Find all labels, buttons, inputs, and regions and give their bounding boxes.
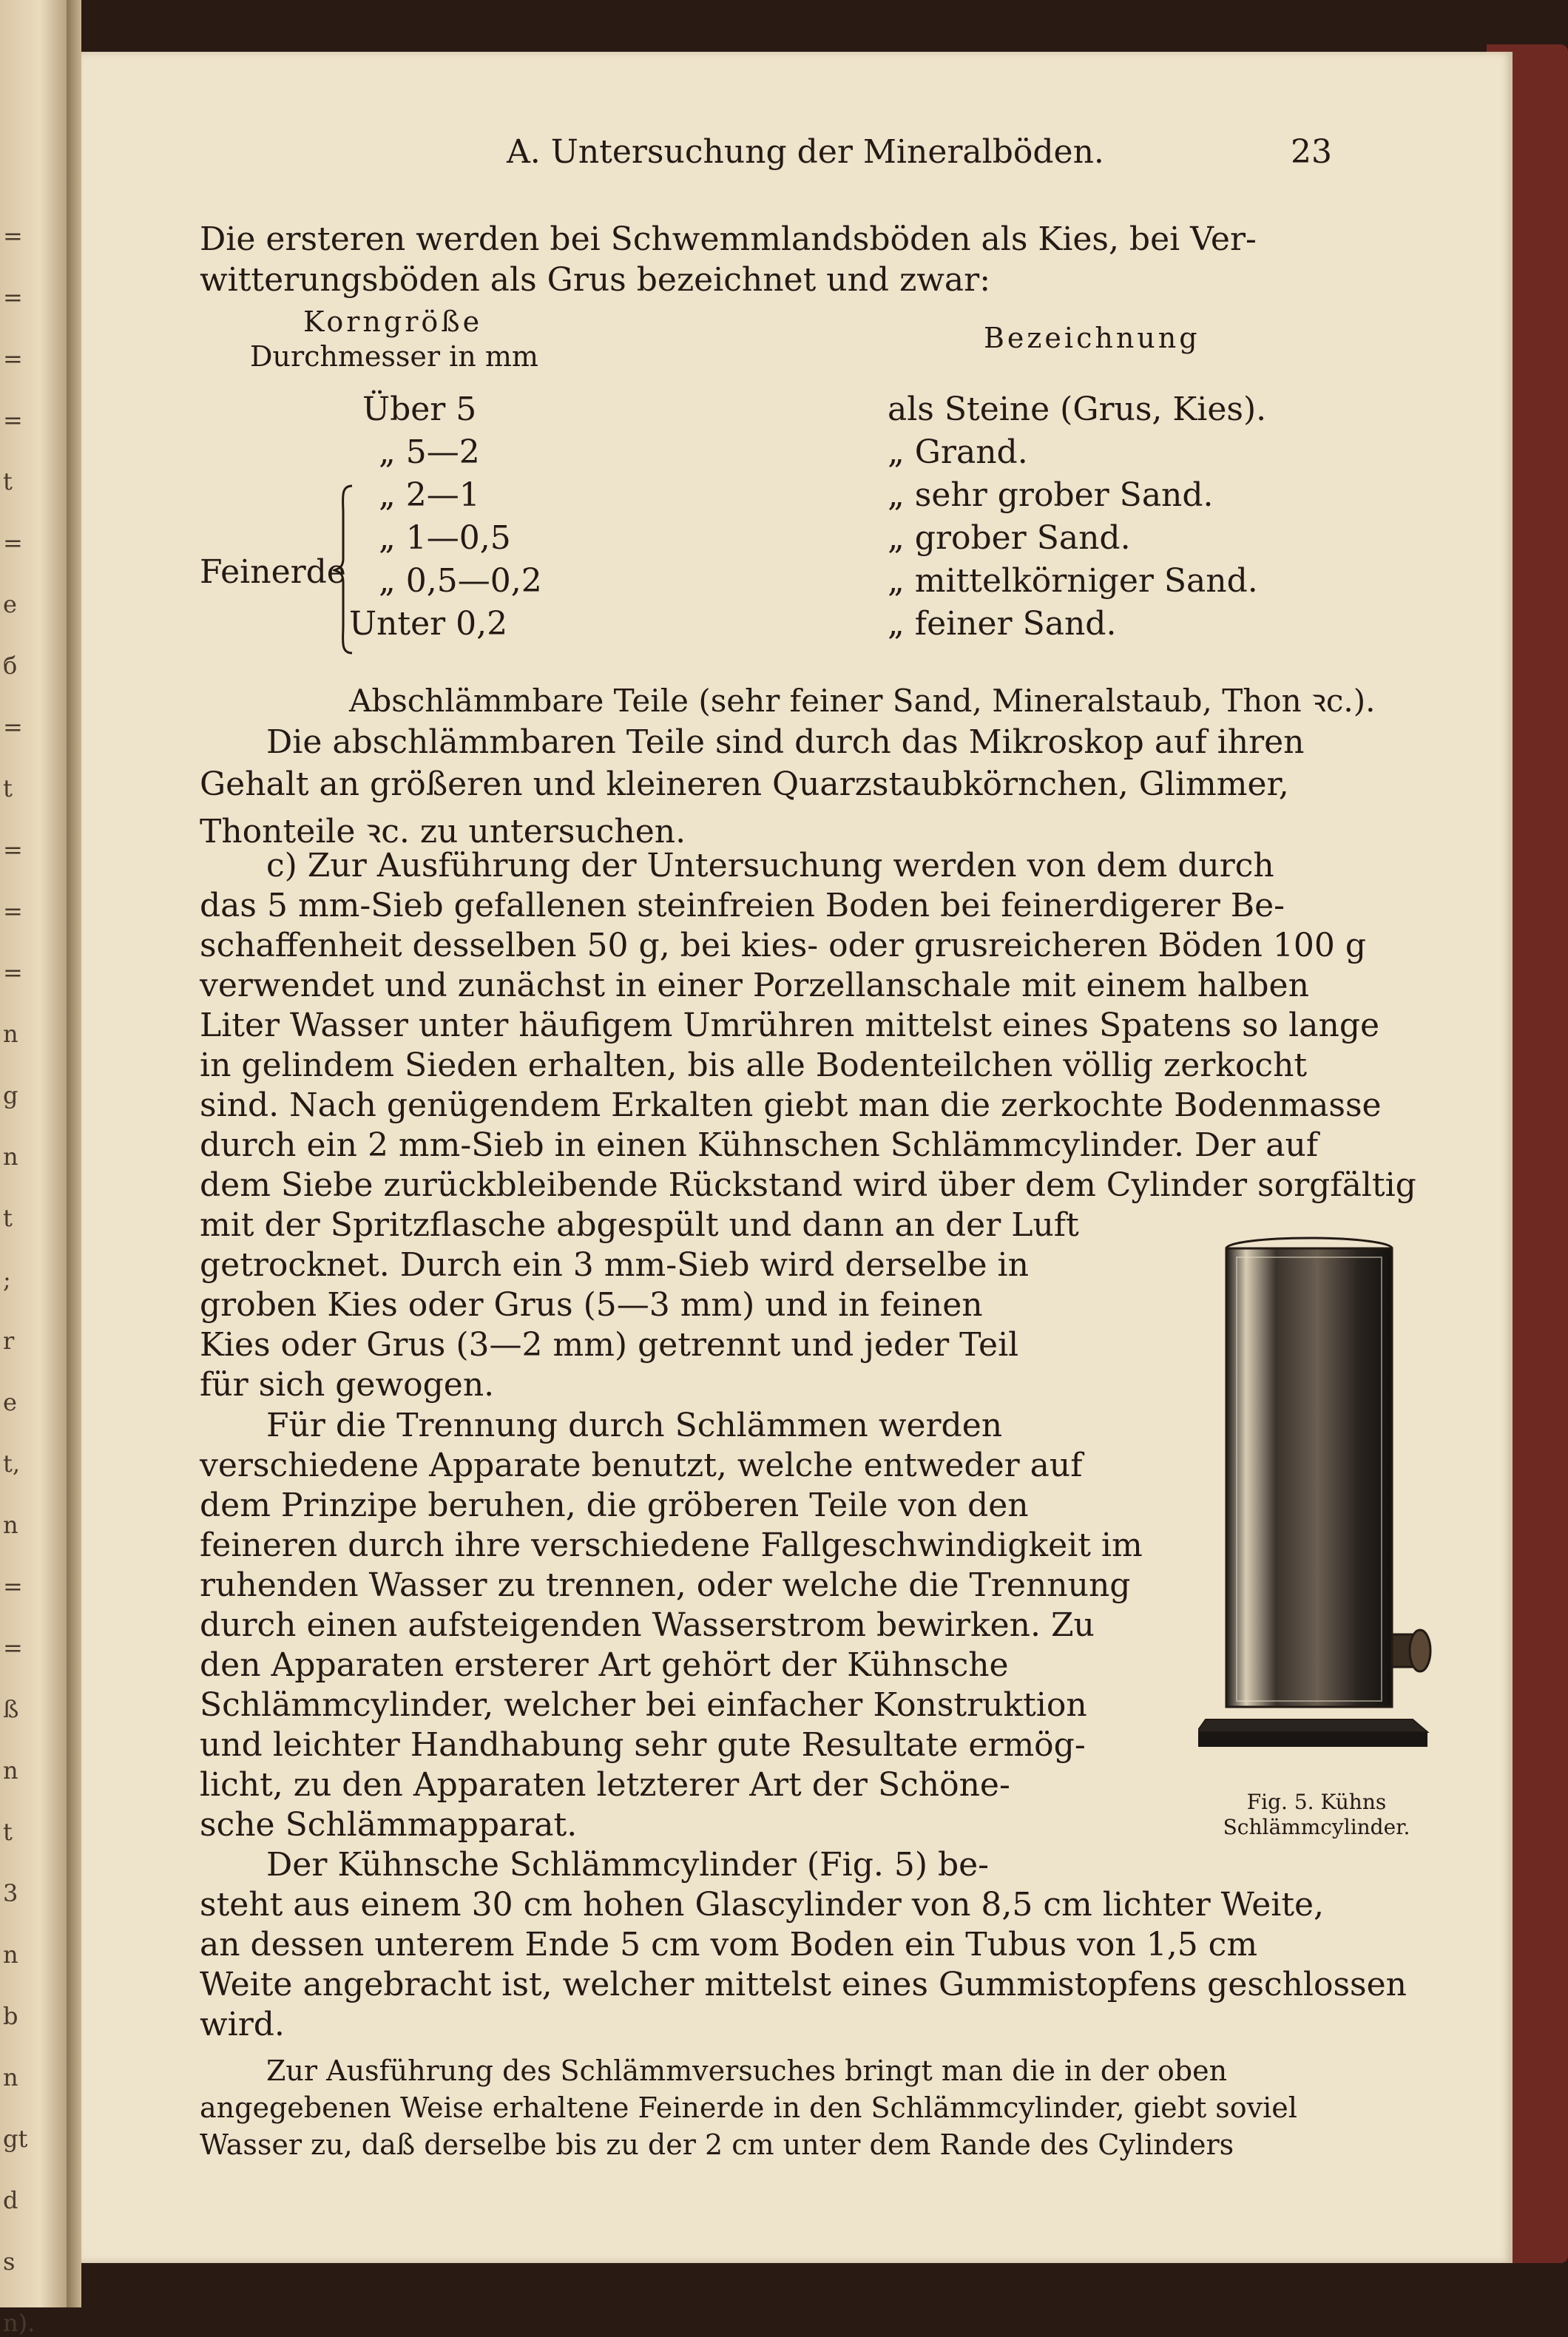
paragraph-line: angegebenen Weise erhaltene Feinerde in den Schlämmcylinder, giebt soviel [200, 2091, 1297, 2124]
table-desc-cell: als Steine (Grus, Kies). [888, 390, 1267, 428]
left-page-fragment: t [3, 467, 13, 496]
left-page-fragment: n [3, 1511, 18, 1539]
intro-line-1: Die ersteren werden bei Schwemmlandsböden als Kies, bei Ver- [200, 220, 1257, 258]
paragraph-line: durch ein 2 mm-Sieb in einen Kühnschen Schlämmcylinder. Der auf [200, 1126, 1319, 1164]
table-size-cell: Unter 0,2 [349, 605, 508, 643]
table-desc-cell: „ mittelkörniger Sand. [888, 562, 1258, 600]
left-page-fragment: e [3, 1388, 17, 1416]
paragraph-line: den Apparaten ersterer Art gehört der Kühnsche [200, 1646, 1009, 1684]
paragraph-line: durch einen aufsteigenden Wasserstrom bewirken. Zu [200, 1606, 1095, 1644]
left-page-fragment: gt [3, 2125, 28, 2153]
page-number: 23 [1291, 133, 1332, 171]
left-page-fragment: t [3, 774, 13, 802]
paragraph-line: schaffenheit desselben 50 g, bei kies- oder grusreicheren Böden 100 g [200, 927, 1367, 964]
paragraph-line: feineren durch ihre verschiedene Fallgeschwindigkeit im [200, 1526, 1143, 1564]
table-size-cell: „ 5—2 [379, 433, 480, 471]
left-page-fragment: = [3, 897, 23, 925]
table-header-bezeichnung: Bezeichnung [984, 322, 1200, 354]
paragraph-line: licht, zu den Apparaten letzterer Art der Schöne- [200, 1766, 1010, 1804]
left-page-fragment: = [3, 283, 23, 311]
left-page-fragment: n [3, 1941, 18, 1969]
paragraph-line: für sich gewogen. [200, 1366, 495, 1404]
paragraph-line: Die abschlämmbaren Teile sind durch das Mikroskop auf ihren [266, 723, 1305, 761]
left-page-fragment: n [3, 1756, 18, 1785]
left-page-fragment: = [3, 222, 23, 250]
table-size-cell: „ 1—0,5 [379, 519, 511, 557]
left-page-fragment: t [3, 1818, 13, 1846]
table-desc-cell: „ sehr grober Sand. [888, 476, 1214, 514]
figure-caption [1194, 1790, 1439, 1840]
paragraph-line: Wasser zu, daß derselbe bis zu der 2 cm unter dem Rande des Cylinders [200, 2128, 1234, 2161]
book-page [81, 52, 1513, 2263]
book-gutter [67, 0, 81, 2307]
left-page-fragment: ; [3, 1265, 11, 1293]
left-page-fragment: 3 [3, 1879, 18, 1907]
paragraph-line: in gelindem Sieden erhalten, bis alle Bodenteilchen völlig zerkocht [200, 1046, 1308, 1084]
table-desc-cell: „ grober Sand. [888, 519, 1131, 557]
table-size-cell: „ 2—1 [379, 476, 480, 514]
feinerde-label: Feinerde [200, 553, 346, 591]
figure-caption-line-1: Fig. 5. Kühns [1246, 1790, 1387, 1814]
left-page-fragment: = [3, 958, 23, 987]
paragraph-line: Gehalt an größeren und kleineren Quarzstaubkörnchen, Glimmer, [200, 765, 1289, 803]
left-page-fragment: = [3, 345, 23, 373]
paragraph-line: das 5 mm-Sieb gefallenen steinfreien Boden bei feinerdigerer Be- [200, 887, 1285, 924]
paragraph-line: wird. [200, 2006, 285, 2043]
left-page-fragment: б [3, 652, 18, 680]
left-page-fragment: e [3, 590, 17, 618]
table-header-korngroesse: Korngröße [303, 305, 483, 338]
paragraph-line: Schlämmcylinder, welcher bei einfacher Konstruktion [200, 1686, 1087, 1724]
left-page-fragment: t [3, 1204, 13, 1232]
paragraph-line: und leichter Handhabung sehr gute Resultate ermög- [200, 1726, 1086, 1764]
left-page-fragment: = [3, 529, 23, 557]
left-page-fragment: = [3, 836, 23, 864]
table-header-durchmesser: Durchmesser in mm [250, 340, 538, 373]
paragraph-line: Weite angebracht ist, welcher mittelst eines Gummistopfens geschlossen [200, 1966, 1408, 2003]
paragraph-line: Kies oder Grus (3—2 mm) getrennt und jeder Teil [200, 1326, 1019, 1364]
left-page-edge [0, 0, 67, 2337]
paragraph-line: c) Zur Ausführung der Untersuchung werden von dem durch [266, 847, 1274, 885]
left-page-fragment: n). [3, 2309, 36, 2337]
left-page-fragment: = [3, 713, 23, 741]
feinerde-brace [333, 484, 355, 655]
left-page-fragment: g [3, 1081, 18, 1109]
paragraph-line: groben Kies oder Grus (5—3 mm) und in feinen [200, 1286, 983, 1324]
left-page-fragment: n [3, 1143, 18, 1171]
paragraph-line: ruhenden Wasser zu trennen, oder welche die Trennung [200, 1566, 1131, 1604]
left-page-fragment: s [3, 2248, 16, 2276]
left-page-fragment: ß [3, 1695, 19, 1723]
left-page-fragment: n [3, 2063, 18, 2091]
table-desc-cell: „ Grand. [888, 433, 1028, 471]
paragraph-line: sche Schlämmapparat. [200, 1806, 578, 1844]
paragraph-line: dem Siebe zurückbleibende Rückstand wird über dem Cylinder sorgfältig [200, 1166, 1416, 1204]
paragraph-line: steht aus einem 30 cm hohen Glascylinder von 8,5 cm lichter Weite, [200, 1886, 1325, 1924]
left-page-fragment: = [3, 406, 23, 434]
paragraph-line: an dessen unterem Ende 5 cm vom Boden ein Tubus von 1,5 cm [200, 1926, 1258, 1964]
table-size-cell: „ 0,5—0,2 [379, 562, 542, 600]
paragraph-line: Für die Trennung durch Schlämmen werden [266, 1407, 1003, 1444]
figure-caption-line-2: Schlämmcylinder. [1223, 1815, 1410, 1839]
paragraph-line: verwendet und zunächst in einer Porzellanschale mit einem halben [200, 967, 1309, 1004]
paragraph-line: Thonteile ꝛc. zu untersuchen. [200, 813, 686, 850]
left-page-fragment: r [3, 1327, 15, 1355]
paragraph-line: sind. Nach genügendem Erkalten giebt man die zerkochte Bodenmasse [200, 1086, 1382, 1124]
intro-line-2: witterungsböden als Grus bezeichnet und zwar: [200, 261, 991, 299]
paragraph-line: Zur Ausführung des Schlämmversuches bringt man die in der oben [266, 2054, 1228, 2087]
paragraph-line: Liter Wasser unter häufigem Umrühren mittelst eines Spatens so lange [200, 1007, 1380, 1044]
left-page-fragment: = [3, 1572, 23, 1600]
left-page-fragment: t, [3, 1450, 21, 1478]
cylinder-figure [1198, 1235, 1435, 1760]
paragraph-line: getrocknet. Durch ein 3 mm-Sieb wird derselbe in [200, 1246, 1029, 1284]
table-last-row: Abschlämmbare Teile (sehr feiner Sand, Mineralstaub, Thon ꝛc.). [349, 683, 1376, 719]
left-page-fragment: = [3, 1634, 23, 1662]
paragraph-line: mit der Spritzflasche abgespült und dann an der Luft [200, 1206, 1079, 1244]
paragraph-line: verschiedene Apparate benutzt, welche entweder auf [200, 1447, 1083, 1484]
left-page-fragment: d [3, 2186, 18, 2214]
paragraph-line: Der Kühnsche Schlämmcylinder (Fig. 5) be- [266, 1846, 990, 1884]
left-page-fragment: n [3, 1020, 18, 1048]
running-header: A. Untersuchung der Mineralböden. [507, 133, 1104, 171]
table-desc-cell: „ feiner Sand. [888, 605, 1117, 643]
table-size-cell: Über 5 [362, 390, 477, 428]
paragraph-line: dem Prinzipe beruhen, die gröberen Teile von den [200, 1487, 1029, 1524]
left-page-fragment: b [3, 2002, 18, 2030]
